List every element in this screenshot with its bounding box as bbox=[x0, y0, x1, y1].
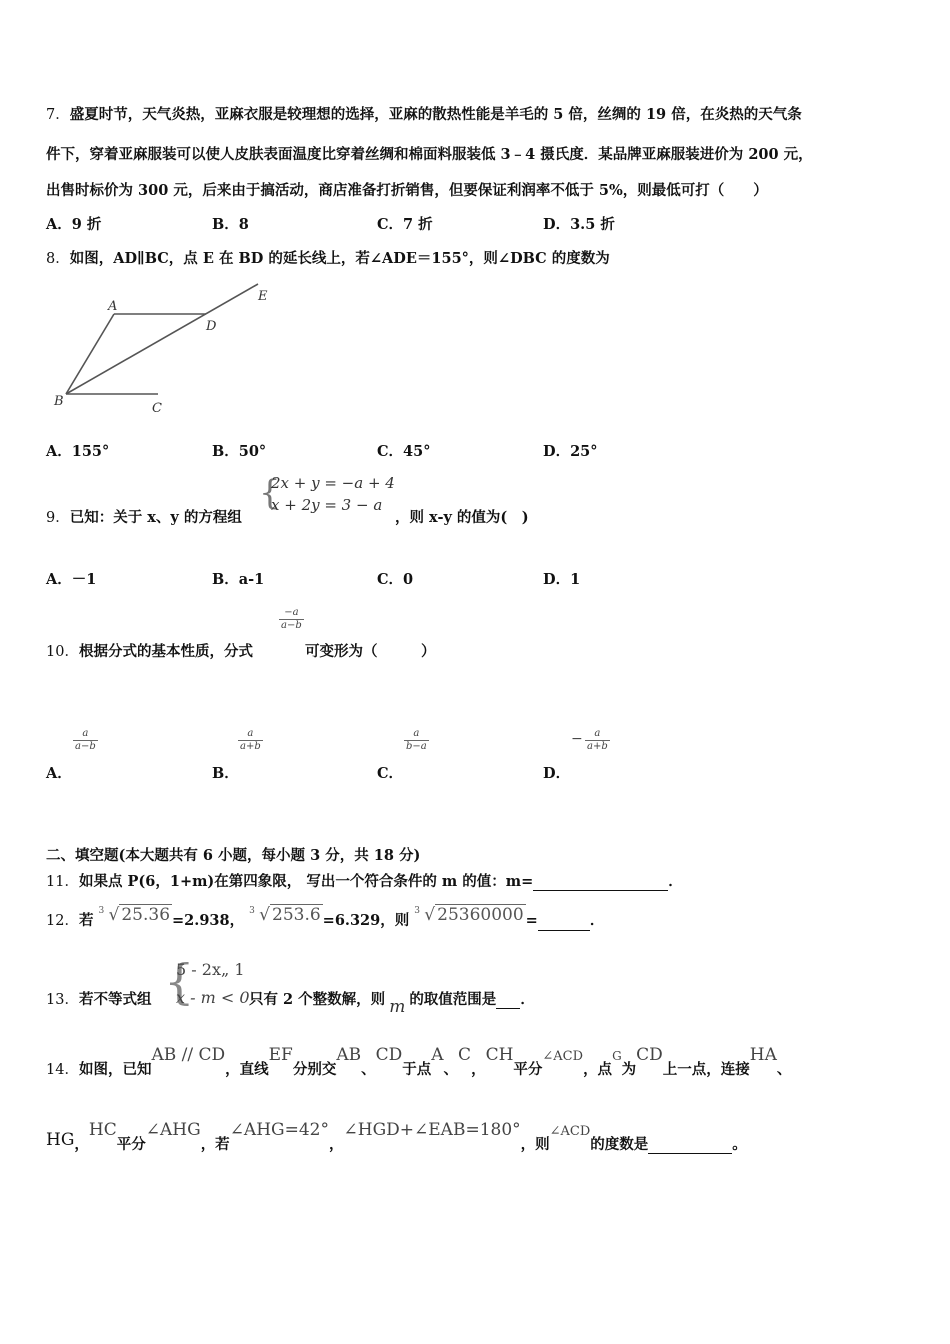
q13-var-m: m bbox=[389, 997, 406, 1017]
q14-m5: A bbox=[431, 1045, 444, 1065]
q9-option-d: D．1 bbox=[543, 571, 581, 588]
q14-l2-m1: HG bbox=[46, 1130, 75, 1150]
q11-text: 如果点 P(6，1+m)在第四象限， 写出一个符合条件的 m 的值：m= bbox=[78, 873, 534, 890]
q7-option-d: D．3.5 折 bbox=[543, 216, 615, 233]
q9-option-c: C．0 bbox=[377, 571, 414, 588]
q14-line1 bbox=[46, 1045, 792, 1079]
q14-l2-m6: ∠ACD bbox=[549, 1124, 591, 1139]
q12-v3: = bbox=[525, 912, 538, 929]
q13-ineq1: 5 - 2x„ 1 bbox=[176, 960, 245, 979]
q9-number: 9． bbox=[46, 510, 70, 526]
q10-option-b: B． bbox=[212, 765, 239, 782]
q14-s6: 、 bbox=[443, 1061, 459, 1078]
q10-option-c-frac bbox=[404, 728, 429, 753]
q14-end: 。 bbox=[732, 1136, 747, 1153]
q12-root-2-index: 3 bbox=[249, 906, 255, 916]
q14-l2-s4: ， bbox=[329, 1136, 344, 1153]
q14-l2-s2: 平分 bbox=[116, 1136, 146, 1153]
q14-m3: AB bbox=[336, 1045, 362, 1065]
q14-m11: HA bbox=[749, 1045, 777, 1065]
q11-number: 11． bbox=[46, 874, 79, 890]
q14-s10: 为 bbox=[621, 1061, 637, 1078]
q13-text-before: 若不等式组 bbox=[78, 991, 152, 1008]
q14-m2: EF bbox=[268, 1045, 293, 1065]
q14-blank[interactable] bbox=[648, 1136, 732, 1154]
q13-end: ． bbox=[520, 991, 535, 1008]
q7-number: 7． bbox=[46, 107, 70, 123]
q10-line bbox=[46, 640, 253, 661]
q10-option-d: D． bbox=[543, 765, 571, 782]
q9-eq2: x + 2y = 3 − a bbox=[271, 496, 383, 514]
q14-s4: 、 bbox=[361, 1061, 376, 1078]
q14-s5: 于点 bbox=[402, 1061, 432, 1078]
q14-m6: C bbox=[458, 1045, 472, 1065]
q14-l2-s5: ，则 bbox=[520, 1136, 550, 1153]
q10-d-den: a+b bbox=[587, 741, 608, 752]
q14-l2-m5: ∠HGD+∠EAB=180° bbox=[343, 1120, 521, 1140]
q10-option-d-sign: − bbox=[571, 731, 583, 747]
q12-root-3: 3 √ 25360000 bbox=[414, 898, 525, 932]
q14-s7: ， bbox=[471, 1061, 486, 1078]
q12-root-3-radicand: 25360000 bbox=[437, 905, 524, 925]
q8-line bbox=[46, 247, 610, 268]
q11-blank[interactable] bbox=[533, 873, 668, 891]
label-e: E bbox=[258, 289, 268, 304]
q14-m4: CD bbox=[375, 1045, 403, 1065]
q10-d-num: a bbox=[585, 728, 610, 741]
q11-end: ． bbox=[668, 873, 683, 890]
q9-equation-system: { 2x + y = −a + 4 x + 2y = 3 − a bbox=[259, 473, 395, 514]
q7-option-a: A．9 折 bbox=[46, 216, 102, 233]
q10-c-num: a bbox=[404, 728, 429, 741]
q10-option-a-frac bbox=[73, 728, 98, 753]
q9-option-b: B．a-1 bbox=[212, 571, 265, 588]
q12-blank[interactable] bbox=[538, 912, 590, 931]
q13-text-after: 的取值范围是 bbox=[409, 991, 497, 1008]
q7-text-1: 盛夏时节，天气炎热，亚麻衣服是较理想的选择，亚麻的散热性能是羊毛的 5 倍，丝绸的 19 倍，在炎热的天气条 bbox=[69, 106, 802, 123]
q10-a-den: a−b bbox=[75, 741, 96, 752]
label-b: B bbox=[54, 394, 64, 409]
q14-s9: ，点 bbox=[583, 1061, 613, 1078]
q10-option-b-frac bbox=[238, 728, 263, 753]
q12-root-2-radicand: 253.6 bbox=[272, 905, 321, 925]
q10-option-a: A． bbox=[46, 765, 72, 782]
q12-root-1-index: 3 bbox=[98, 906, 105, 916]
section2-title: 二、填空题(本大题共有 6 小题，每小题 3 分，共 18 分) bbox=[46, 847, 421, 864]
label-c: C bbox=[152, 401, 162, 416]
q10-option-d-frac bbox=[585, 728, 610, 753]
q11-line bbox=[46, 870, 683, 891]
q14-l2-s3: ，若 bbox=[200, 1136, 230, 1153]
segment-be bbox=[66, 284, 258, 394]
q7-line1 bbox=[46, 103, 802, 124]
q10-number: 10． bbox=[46, 644, 79, 660]
q8-figure bbox=[46, 278, 286, 418]
q14-number: 14． bbox=[46, 1062, 79, 1078]
q12-root-1: 3 √ 25.36 bbox=[99, 898, 173, 932]
q10-b-num: a bbox=[238, 728, 263, 741]
q8-option-a: A．155° bbox=[46, 443, 110, 460]
q14-l2-s6: 的度数是 bbox=[590, 1136, 649, 1153]
q10-frac-numerator: −a bbox=[279, 607, 304, 620]
q14-l2-s1: ， bbox=[74, 1136, 89, 1153]
label-a: A bbox=[108, 299, 118, 314]
q7-option-b: B．8 bbox=[212, 216, 249, 233]
q9-line bbox=[46, 506, 242, 527]
q14-s1: 如图，已知 bbox=[78, 1061, 152, 1078]
q8-option-c: C．45° bbox=[377, 443, 431, 460]
q12-end: ． bbox=[589, 912, 605, 929]
q13-line bbox=[46, 988, 151, 1009]
label-d: D bbox=[206, 319, 217, 334]
q12-v2: =6.329，则 bbox=[322, 912, 410, 929]
q14-s11: 上一点，连接 bbox=[662, 1061, 750, 1078]
q10-fraction bbox=[279, 607, 304, 632]
q7-option-c: C．7 折 bbox=[377, 216, 433, 233]
q10-text-before: 根据分式的基本性质，分式 bbox=[78, 643, 253, 660]
q7-line2: 件下，穿着亚麻服装可以使人皮肤表面温度比穿着丝绸和棉面料服装低 3﹣4 摄氏度．某品牌亚麻服装进价为 200 元， bbox=[46, 146, 813, 163]
q12-ruo: 若 bbox=[78, 912, 94, 929]
q10-option-c: C． bbox=[377, 765, 404, 782]
q9-text-before: 已知：关于 x、y 的方程组 bbox=[69, 509, 242, 526]
q14-s2: ，直线 bbox=[225, 1061, 269, 1078]
q9-eq1: 2x + y = −a + 4 bbox=[271, 474, 395, 492]
q8-number: 8． bbox=[46, 251, 70, 267]
q13-blank[interactable] bbox=[496, 991, 520, 1009]
q12-root-2: 3 √ 253.6 bbox=[249, 898, 323, 932]
q14-m8: ∠ACD bbox=[542, 1049, 584, 1064]
q9-option-a: A．－1 bbox=[46, 571, 97, 588]
q12-root-1-radicand: 25.36 bbox=[121, 905, 171, 925]
q10-frac-denominator: a−b bbox=[281, 620, 302, 631]
q8-option-d: D．25° bbox=[543, 443, 598, 460]
q12-number: 12． bbox=[46, 913, 79, 929]
q7-line3: 出售时标价为 300 元，后来由于搞活动，商店准备打折销售，但要保证利润率不低于 5%，则最低可打（ ） bbox=[46, 182, 768, 199]
q10-c-den: b−a bbox=[406, 741, 427, 752]
q14-s8: 平分 bbox=[513, 1061, 543, 1078]
q14-m9: G bbox=[612, 1049, 622, 1063]
q8-text: 如图，AD∥BC，点 E 在 BD 的延长线上，若∠ADE＝155°，则∠DBC 的度数为 bbox=[69, 250, 610, 267]
q14-m1: AB // CD bbox=[151, 1045, 226, 1065]
q10-a-num: a bbox=[73, 728, 98, 741]
q10-text-after: 可变形为（ ） bbox=[305, 643, 436, 660]
q13-text-rest bbox=[249, 988, 535, 1017]
q12-v1: =2.938， bbox=[172, 912, 245, 929]
q14-s3: 分别交 bbox=[292, 1061, 337, 1078]
q14-s12: 、 bbox=[776, 1061, 792, 1078]
q14-m10: CD bbox=[636, 1045, 663, 1065]
q14-m7: CH bbox=[485, 1045, 514, 1065]
q8-option-b: B．50° bbox=[212, 443, 267, 460]
q9-text-after: ，则 x-y 的值为( ) bbox=[395, 509, 529, 526]
q14-l2-m2: HC bbox=[88, 1120, 117, 1140]
segment-ab bbox=[66, 314, 114, 394]
q10-b-den: a+b bbox=[240, 741, 261, 752]
q14-l2-m4: ∠AHG=42° bbox=[229, 1120, 329, 1140]
q14-line2 bbox=[46, 1120, 747, 1154]
q12-root-3-index: 3 bbox=[414, 906, 421, 916]
q12-line bbox=[46, 904, 604, 938]
q13-number: 13． bbox=[46, 992, 79, 1008]
q13-text-mid: 只有 2 个整数解，则 bbox=[249, 991, 386, 1008]
q13-ineq2: x - m < 0 bbox=[176, 988, 250, 1007]
q13-inequality-system: { 5 - 2x„ 1 x - m < 0 bbox=[164, 954, 250, 1010]
q14-l2-m3: ∠AHG bbox=[145, 1120, 201, 1140]
